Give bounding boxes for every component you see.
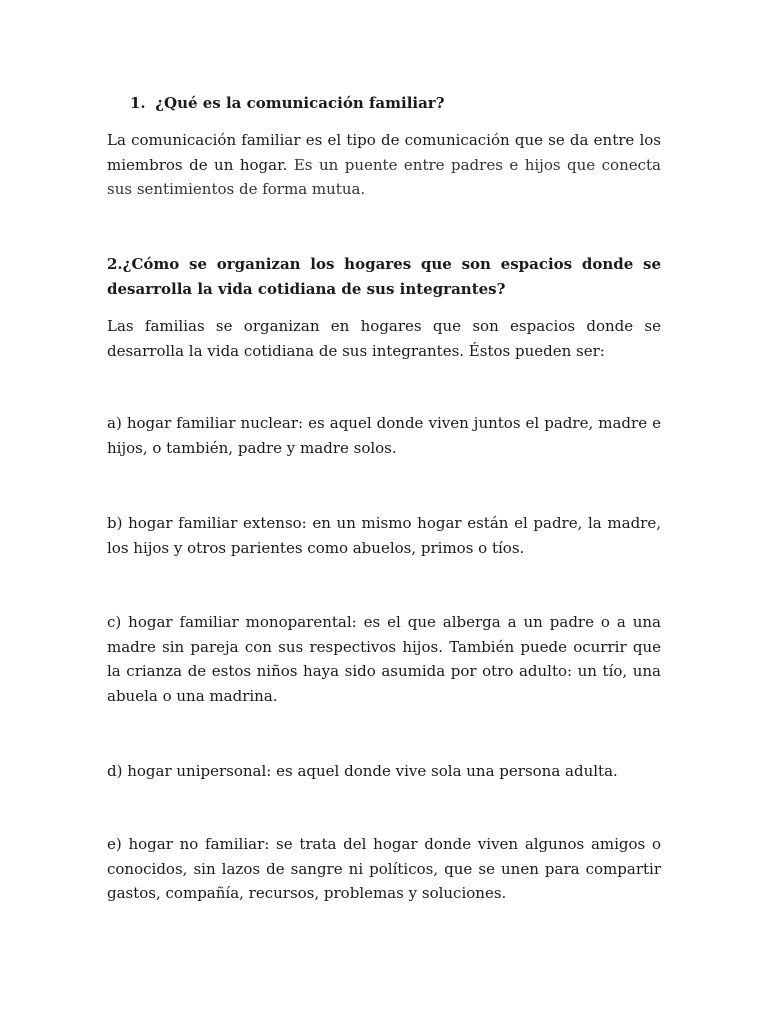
list-item-d: d) hogar unipersonal: es aquel donde vive sola una persona adulta. [107,762,618,780]
answer-1-text-b: Es un puente entre padres e hijos que conecta sus sentimientos de forma mutua. [107,155,661,198]
question-1-text: ¿Qué es la comunicación familiar? [155,94,445,112]
question-1-heading [130,92,445,114]
answer-2-paragraph: Las familias se organizan en hogares que son espacios donde se desarrolla la vida cotidiana de sus integrantes. Éstos pueden ser: [107,317,661,360]
list-item-a: a) hogar familiar nuclear: es aquel donde viven juntos el padre, madre e hijos, o también, padre y madre solos. [107,414,661,457]
list-item-e: e) hogar no familiar: se trata del hogar donde viven algunos amigos o conocidos, sin lazos de sangre ni políticos, que se unen para compartir gastos, compañía, recursos, problemas y soluciones. [107,835,661,902]
question-1-number: 1. [130,94,146,112]
question-2-heading: 2.¿Cómo se organizan los hogares que son espacios donde se desarrolla la vida cotidiana de sus integrantes? [107,255,661,298]
list-item-b: b) hogar familiar extenso: en un mismo hogar están el padre, la madre, los hijos y otros parientes como abuelos, primos o tíos. [107,514,661,557]
answer-1-paragraph [107,128,661,202]
list-item-c: c) hogar familiar monoparental: es el que alberga a un padre o a una madre sin pareja con sus respectivos hijos. También puede ocurrir que la crianza de estos niños haya sido asumida por otro adulto: un tío, una abuela o una madrina. [107,613,661,705]
answer-1-text-a: La comunicación familiar es el tipo de comunicación que se da entre los miembros de un hogar. [107,131,661,174]
